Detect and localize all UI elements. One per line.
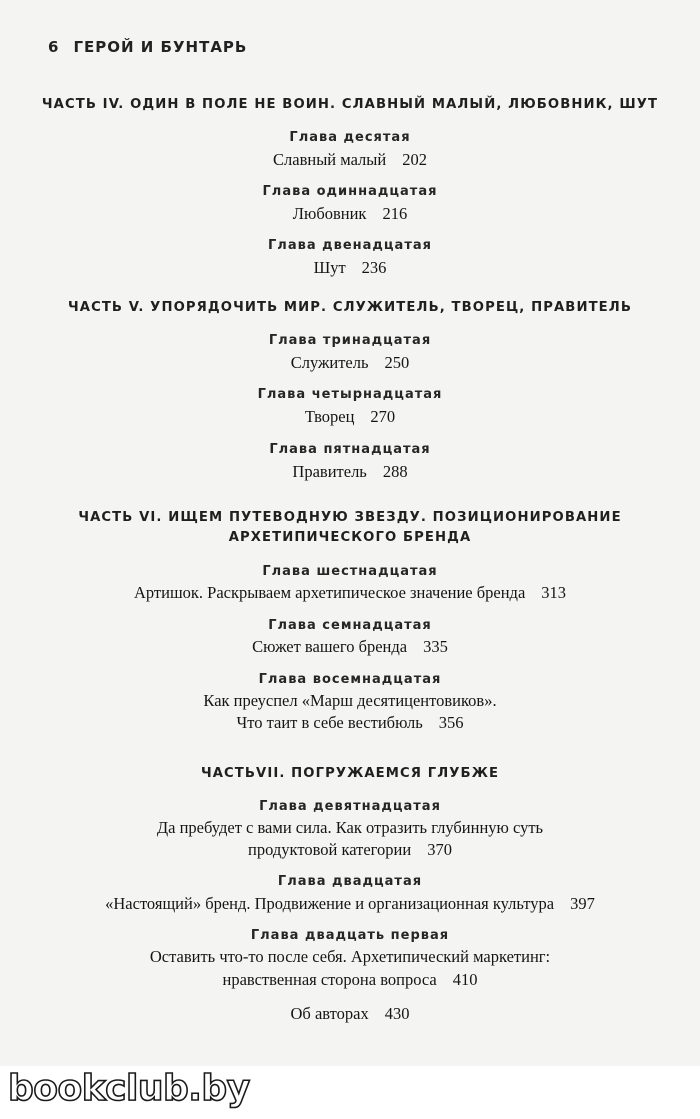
chapter-entry-20 [0, 892, 700, 916]
chapter-entry-18-line-1: Как преуспел «Марш десятицентовиков». [203, 691, 497, 710]
chapter-title: «Настоящий» бренд. Продвижение и организационная культура [105, 894, 555, 913]
part-heading-4: ЧАСТЬ IV. ОДИН В ПОЛЕ НЕ ВОИН. СЛАВНЫЙ МАЛЫЙ, ЛЮБОВНИК, ШУТ [41, 97, 659, 112]
chapter-title: Что таит в себе вестибюль [236, 713, 423, 732]
page-ref: 250 [384, 353, 410, 372]
running-head [48, 38, 247, 56]
chapter-entry-10 [0, 148, 700, 172]
chapter-title: Служитель [290, 353, 369, 372]
chapter-label-20: Глава двадцатая [277, 874, 423, 889]
chapter-title: продуктовой категории [248, 840, 412, 859]
chapter-title: Артишок. Раскрываем архетипическое значение бренда [133, 583, 526, 602]
page-number: 6 [48, 38, 60, 56]
part-heading-5: ЧАСТЬ V. УПОРЯДОЧИТЬ МИР. СЛУЖИТЕЛЬ, ТВОРЕЦ, ПРАВИТЕЛЬ [68, 300, 632, 315]
chapter-label-13: Глава тринадцатая [268, 333, 432, 348]
chapter-entry-19-line-1: Да пребудет с вами сила. Как отразить глубинную суть [156, 818, 544, 837]
page-ref: 216 [382, 204, 408, 223]
chapter-title: Сюжет вашего бренда [252, 637, 408, 656]
page-ref: 270 [370, 407, 396, 426]
chapter-title: Шут [313, 258, 346, 277]
chapter-entry-18-line-2 [0, 711, 700, 735]
chapter-entry-21-line-2 [0, 968, 700, 992]
chapter-entry-16 [0, 581, 700, 605]
page-ref: 288 [382, 462, 408, 481]
part-heading-7: ЧАСТЬVII. ПОГРУЖАЕМСЯ ГЛУБЖЕ [200, 766, 500, 781]
page-ref: 430 [384, 1004, 410, 1023]
chapter-title: Любовник [292, 204, 367, 223]
chapter-title: Творец [304, 407, 355, 426]
part-heading-6-line-1: ЧАСТЬ VI. ИЩЕМ ПУТЕВОДНУЮ ЗВЕЗДУ. ПОЗИЦИОНИРОВАНИЕ [78, 510, 622, 525]
page-ref: 313 [541, 583, 567, 602]
chapter-label-10: Глава десятая [289, 130, 411, 145]
chapter-label-15: Глава пятнадцатая [269, 442, 431, 457]
chapter-entry-21-line-1: Оставить что-то после себя. Архетипический маркетинг: [149, 947, 551, 966]
page-ref: 356 [438, 713, 464, 732]
chapter-label-16: Глава шестнадцатая [262, 564, 438, 579]
chapter-entry-19-line-2 [0, 838, 700, 862]
chapter-title: Славный малый [273, 150, 387, 169]
chapter-label-21: Глава двадцать первая [250, 928, 450, 943]
page-ref: 202 [402, 150, 427, 169]
page-ref: 236 [361, 258, 387, 277]
chapter-entry-12 [0, 256, 700, 280]
part-heading-6-line-2: АРХЕТИПИЧЕСКОГО БРЕНДА [228, 530, 472, 545]
chapter-label-14: Глава четырнадцатая [257, 387, 443, 402]
chapter-entry-17 [0, 635, 700, 659]
page-ref: 335 [423, 637, 448, 656]
chapter-label-12: Глава двенадцатая [268, 238, 432, 253]
about-authors-entry [0, 1002, 700, 1026]
chapter-entry-13 [0, 351, 700, 375]
chapter-title: нравственная сторона вопроса [222, 970, 437, 989]
chapter-label-19: Глава девятнадцатая [259, 799, 441, 814]
chapter-title: Об авторах [290, 1004, 369, 1023]
chapter-entry-11 [0, 202, 700, 226]
chapter-label-17: Глава семнадцатая [268, 618, 432, 633]
chapter-entry-14 [0, 405, 700, 429]
chapter-entry-15 [0, 460, 700, 484]
chapter-label-18: Глава восемнадцатая [258, 672, 442, 687]
chapter-label-11: Глава одиннадцатая [262, 184, 438, 199]
chapter-title: Правитель [292, 462, 367, 481]
page-ref: 397 [570, 894, 595, 913]
running-title: ГЕРОЙ И БУНТАРЬ [73, 38, 248, 56]
site-watermark: bookclub.by [8, 1068, 250, 1109]
page-ref: 410 [452, 970, 478, 989]
page-ref: 370 [427, 840, 452, 859]
